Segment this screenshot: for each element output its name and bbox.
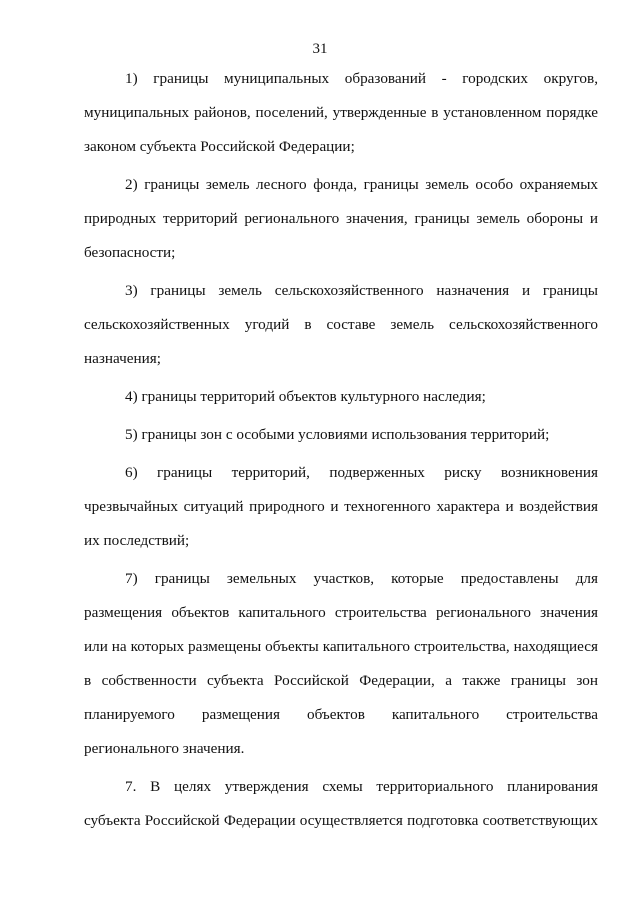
- section-7-paragraph: 7. В целях утверждения схемы территориального планирования субъекта Российской Федерации осуществляется подготовка соответствующих: [84, 778, 598, 829]
- page-number: 31: [312, 41, 328, 57]
- list-item-emergency-risk-boundaries: 6) границы территорий, подверженных риску возникновения чрезвычайных ситуаций природного и техногенного характера и воздействия их последствий;: [84, 464, 598, 549]
- list-item-land-plots-boundaries: 7) границы земельных участков, которые предоставлены для размещения объектов капитального строительства регионального значения или на которых размещены объекты капитального строительства, находящиеся в собственности субъекта Российской Федерации, а также границы зон планируемого размещения объектов капитального строительства регионального значения.: [84, 570, 598, 757]
- list-item-forest-land-boundaries: 2) границы земель лесного фонда, границы земель особо охраняемых природных территорий регионального значения, границы земель обороны и безопасности;: [84, 176, 598, 261]
- list-item-agricultural-land-boundaries: 3) границы земель сельскохозяйственного назначения и границы сельскохозяйственных угодий в составе земель сельскохозяйственного назначения;: [84, 282, 598, 367]
- list-item-special-zones-boundaries: 5) границы зон с особыми условиями использования территорий;: [125, 426, 550, 443]
- list-item-cultural-heritage-boundaries: 4) границы территорий объектов культурного наследия;: [125, 388, 486, 405]
- list-item-municipal-boundaries: 1) границы муниципальных образований - городских округов, муниципальных районов, поселений, утвержденные в установленном порядке законом субъекта Российской Федерации;: [84, 70, 598, 155]
- document-body: [84, 62, 598, 838]
